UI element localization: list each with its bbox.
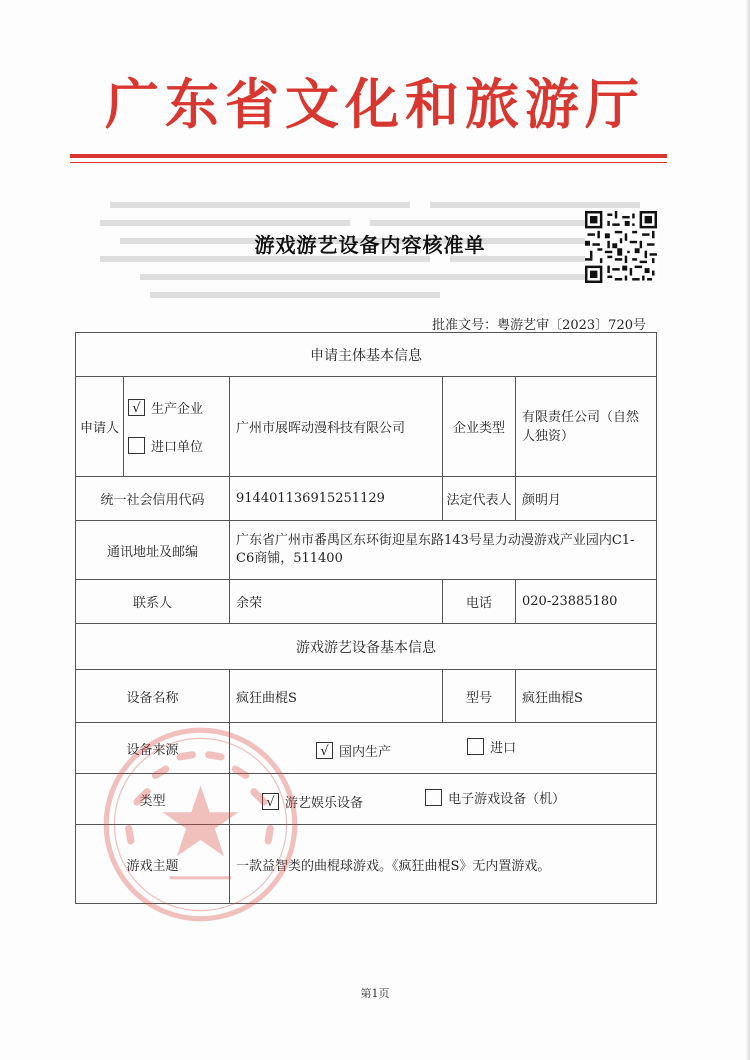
official-seal-stamp <box>98 722 303 927</box>
qr-code-icon <box>585 211 657 283</box>
amusement-checkbox[interactable]: √ <box>262 793 279 810</box>
page-number: 第1页 <box>360 987 390 1000</box>
header-rule-thin <box>70 162 667 163</box>
contact-label: 联系人 <box>76 580 230 624</box>
agency-header: 广东省文化和旅游厅 <box>105 72 645 136</box>
option-producer[interactable] <box>128 396 225 420</box>
row-credit-code <box>76 477 657 521</box>
device-name-label: 设备名称 <box>76 670 230 723</box>
type-label: 类型 <box>76 774 230 825</box>
producer-checkbox[interactable]: √ <box>128 399 145 416</box>
credit-code-label: 统一社会信用代码 <box>76 477 230 521</box>
row-device-name <box>76 670 657 723</box>
section-heading-applicant: 申请主体基本信息 <box>76 333 657 377</box>
contact: 余荣 <box>230 580 443 624</box>
source-label: 设备来源 <box>76 723 230 774</box>
producer-label: 生产企业 <box>151 402 204 417</box>
imported-checkbox[interactable] <box>467 738 484 755</box>
theme-label: 游戏主题 <box>76 825 230 904</box>
option-electronic[interactable] <box>425 788 565 807</box>
company-type-label: 企业类型 <box>443 377 516 477</box>
importer-label: 进口单位 <box>151 440 204 455</box>
applicant-type-cell <box>124 377 230 477</box>
row-applicant-heading <box>76 333 657 377</box>
device-name: 疯狂曲棍S <box>230 670 443 723</box>
row-device-heading <box>76 624 657 670</box>
legal-rep-label: 法定代表人 <box>443 477 516 521</box>
company-type: 有限责任公司（自然人独资） <box>516 377 657 477</box>
phone: 020-23885180 <box>516 580 657 624</box>
row-contact <box>76 580 657 624</box>
theme: 一款益智类的曲棍球游戏。《疯狂曲棍S》无内置游戏。 <box>230 825 657 904</box>
applicant-label: 申请人 <box>76 377 124 477</box>
electronic-label: 电子游戏设备（机） <box>448 791 566 807</box>
row-address <box>76 521 657 580</box>
header-rule-thick <box>70 154 667 158</box>
domestic-checkbox[interactable]: √ <box>316 742 333 759</box>
amusement-label: 游艺娱乐设备 <box>285 795 364 811</box>
option-imported[interactable] <box>467 737 516 756</box>
model: 疯狂曲棍S <box>516 670 657 723</box>
row-applicant <box>76 377 657 477</box>
model-label: 型号 <box>443 670 516 723</box>
address-label: 通讯地址及邮编 <box>76 521 230 580</box>
approval-number: 批准文号：粤游艺审〔2023〕720号 <box>432 318 646 333</box>
section-heading-device: 游戏游艺设备基本信息 <box>76 624 657 670</box>
scan-edge-shadow <box>746 0 750 1060</box>
option-domestic[interactable] <box>316 741 391 760</box>
phone-label: 电话 <box>443 580 516 624</box>
electronic-checkbox[interactable] <box>425 789 442 806</box>
credit-code: 91440113691525112​9 <box>230 477 443 521</box>
option-importer[interactable] <box>128 434 225 458</box>
importer-checkbox[interactable] <box>128 437 145 454</box>
address: 广东省广州市番禺区东环街迎星东路143号星力动漫游戏产业园内C1-C6商铺，511400 <box>230 521 657 580</box>
company-name: 广州市展晖动漫科技有限公司 <box>230 377 443 477</box>
domestic-label: 国内生产 <box>339 744 392 760</box>
imported-label: 进口 <box>490 740 517 756</box>
legal-rep: 颜明月 <box>516 477 657 521</box>
document-title: 游戏游艺设备内容核准单 <box>254 233 486 257</box>
